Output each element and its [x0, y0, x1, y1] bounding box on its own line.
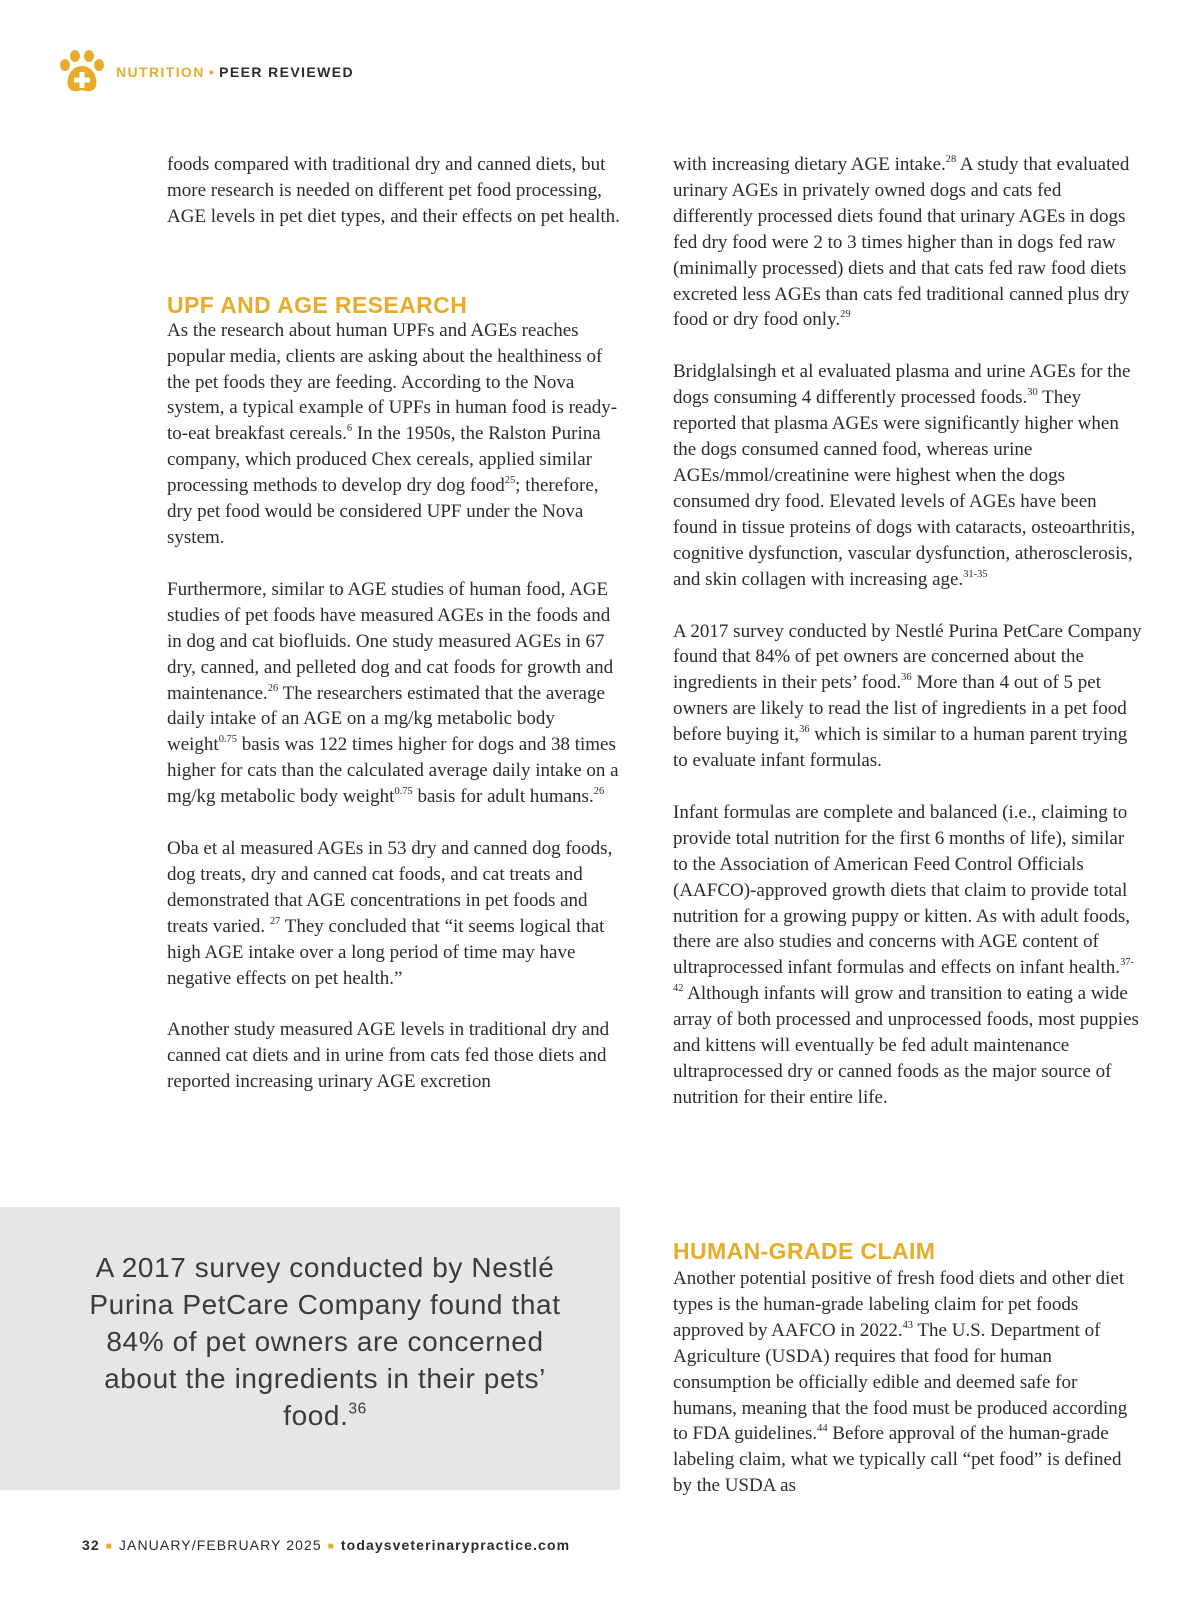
- heading-human-grade-claim: HUMAN-GRADE CLAIM: [673, 1238, 936, 1264]
- paragraph: Oba et al measured AGEs in 53 dry and canned dog foods, dog treats, dry and canned cat foods, and cat treats and demonstrated that AGE concentrations in pet foods and treats varied. $^{27}$ They concluded that “it seems logical that high AGE intake over a long period of time may have negative effects on pet health.”: [167, 838, 613, 989]
- human-grade-section: [673, 1266, 1143, 1525]
- website-link[interactable]: todaysveterinarypractice.com: [340, 1537, 571, 1553]
- paragraph: Furthermore, similar to AGE studies of human food, AGE studies of pet foods have measured AGEs in the foods and in dog and cat biofluids. One study measured AGEs in 67 dry, canned, and pelleted dog and cat foods for growth and maintenance.$^{26}$ The researchers estimated that the average daily intake of an AGE on a mg/kg metabolic body weight$^{0.75}$ basis was 122 times higher for dogs and 38 times higher for cats than the calculated average daily intake on a mg/kg metabolic body weight$^{0.75}$ basis for adult humans.$^{26}$: [167, 578, 619, 808]
- peer-reviewed-label: PEER REVIEWED: [219, 64, 355, 80]
- paragraph: with increasing dietary AGE intake.$^{28}$ A study that evaluated urinary AGEs in privately owned dogs and cats fed differently processed diets found that urinary AGEs in dogs fed dry food were 2 to 3 times higher than in dogs fed raw (minimally processed) diets and that cats fed raw food diets excreted less AGEs than cats fed traditional canned plus dry food or dry food only.$^{29}$: [673, 154, 1130, 331]
- separator-square-icon: ■: [327, 1541, 335, 1552]
- pull-quote: A 2017 survey conducted by Nestlé Purina PetCare Company found that 84% of pet owners are concerned about the ingredients in their pets’ food.$^{36}$: [89, 1252, 561, 1431]
- paragraph: As the research about human UPFs and AGEs reaches popular media, clients are asking about the healthiness of the pet foods they are feeding. According to the Nova system, a typical example of UPFs in human food is ready-to-eat breakfast cereals.$^6$ In the 1950s, the Ralston Purina company, which produced Chex cereals, applied similar processing methods to develop dry dog food$^{25}$; therefore, dry pet food would be considered UPF under the Nova system.: [167, 319, 618, 548]
- separator-square-icon: ■: [105, 1541, 113, 1552]
- paragraph: foods compared with traditional dry and canned diets, but more research is needed on different pet food processing, AGE levels in pet diet types, and their effects on pet health.: [167, 154, 620, 227]
- paragraph: Another study measured AGE levels in traditional dry and canned cat diets and in urine from cats fed those diets and reported increasing urinary AGE excretion: [167, 1019, 610, 1093]
- separator-dot: •: [208, 64, 216, 80]
- section-header: [58, 50, 354, 94]
- pull-quote-box: [0, 1207, 620, 1490]
- paragraph: Infant formulas are complete and balanced (i.e., claiming to provide total nutrition for the first 6 months of life), similar to the Association of American Feed Control Officials (AAFCO)-approved growth diets that claim to provide total nutrition for a growing puppy or kitten. As with adult foods, there are also studies and concerns with AGE content of ultraprocessed infant formulas and effects on infant health.$^{37-42}$ Although infants will grow and transition to eating a wide array of both processed and unprocessed foods, most puppies and kittens will eventually be fed adult maintenance ultraprocessed dry or canned foods as the major source of nutrition for their entire life.: [673, 801, 1139, 1108]
- heading-upf-age-research: UPF AND AGE RESEARCH: [167, 291, 468, 318]
- paragraph: Another potential positive of fresh food diets and other diet types is the human-grade labeling claim for pet foods approved by AAFCO in 2022.43 The U.S. Department of Agriculture (USDA) requires that food for human consumption be officially edible and deemed safe for humans, meaning that the food must be produced according to FDA guidelines.$^{44}$ Before approval of the human-grade labeling claim, what we typically call “pet food” is defined by the USDA as: [673, 1268, 1128, 1497]
- category-label: NUTRITION: [116, 64, 205, 80]
- page-number: 32: [82, 1537, 100, 1553]
- section-label: [116, 64, 354, 80]
- paragraph: Bridglalsingh et al evaluated plasma and urine AGEs for the dogs consuming 4 differently processed foods.$^{30}$ They reported that plasma AGEs were significantly higher when the dogs consumed canned food, whereas urine AGEs/mmol/creatinine were highest when the dogs consumed dry food. Elevated levels of AGEs have been found in tissue proteins of dogs with cataracts, osteoarthritis, cognitive dysfunction, vascular dysfunction, atherosclerosis, and skin collagen with increasing age.$^{31-35}$: [673, 361, 1136, 590]
- issue-date: JANUARY/FEBRUARY 2025: [118, 1537, 322, 1553]
- paw-plus-icon: [58, 50, 106, 94]
- paragraph: A 2017 survey conducted by Nestlé Purina PetCare Company found that 84% of pet owners are concerned about the ingredients in their pets’ food.$^{36}$ More than 4 out of 5 pet owners are likely to read the list of ingredients in a pet food before buying it,$^{36}$ which is similar to a human parent trying to evaluate infant formulas.: [673, 620, 1142, 772]
- page-footer: [82, 1537, 570, 1553]
- left-column: [167, 152, 627, 1121]
- right-column: [673, 152, 1143, 1137]
